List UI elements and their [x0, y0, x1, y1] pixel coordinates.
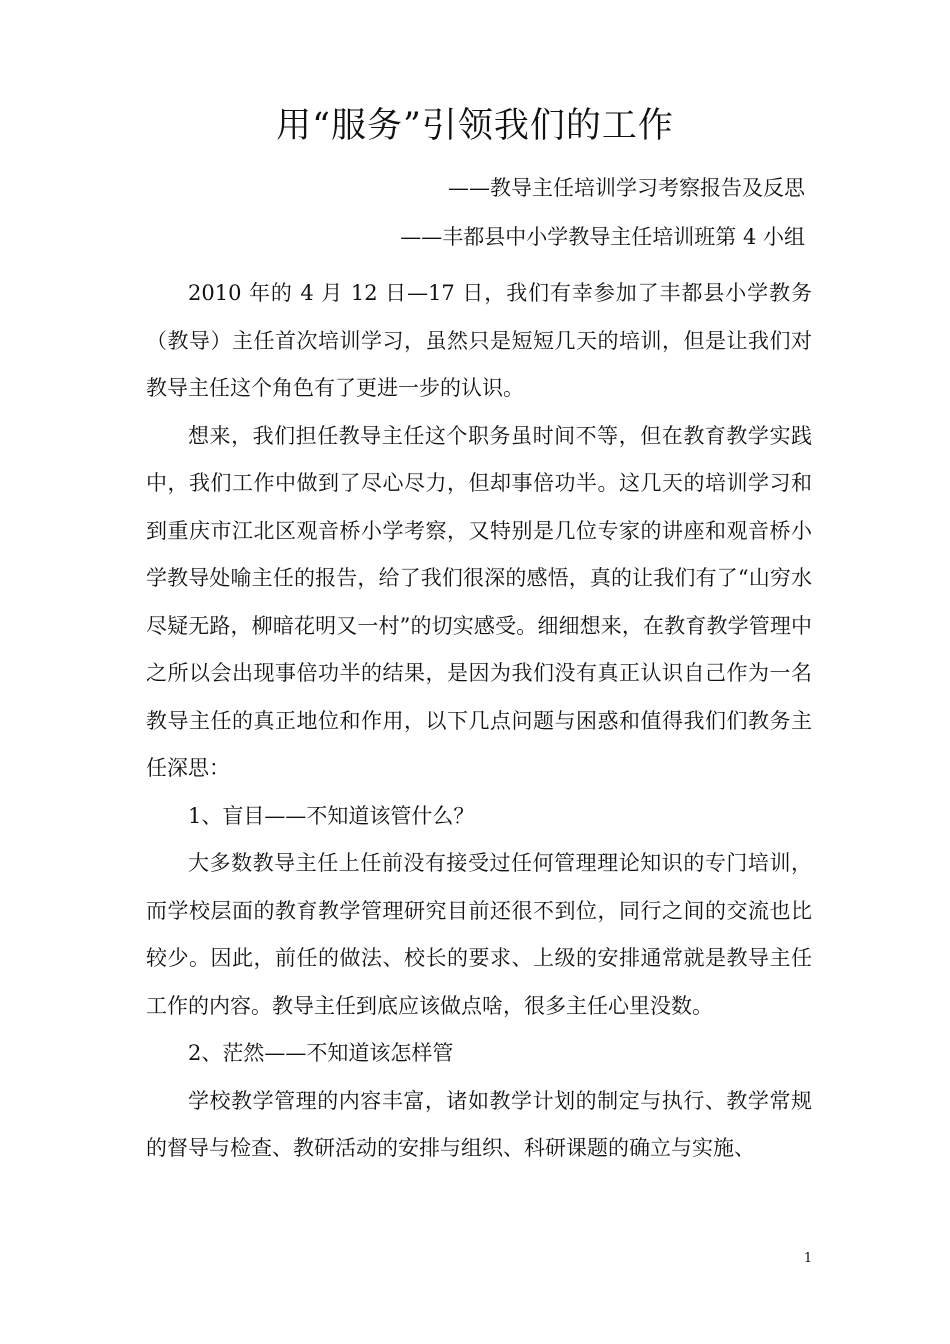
paragraph-section-2: 学校教学管理的内容丰富，诸如教学计划的制定与执行、教学常规的督导与检查、教研活动的安排与组织、科研课题的确立与实施、 [146, 1088, 812, 1160]
page-number: 1 [803, 1251, 813, 1266]
document-subtitle-report: ——教导主任培训学习考察报告及反思 [448, 176, 805, 200]
document-subtitle-group: ——丰都县中小学教导主任培训班第 4 小组 [400, 225, 805, 249]
paragraph-intro: 2010 年的 4 月 12 日—17 日，我们有幸参加了丰都县小学教务（教导）主任首次培训学习，虽然只是短短几天的培训，但是让我们对教导主任这个角色有了更进一步的认识。 [146, 281, 812, 400]
document-title: 用“服务”引领我们的工作 [276, 106, 674, 146]
document-body [146, 270, 812, 1173]
section-heading-1: 1、盲目——不知道该管什么？ [188, 803, 475, 828]
paragraph-reflection: 想来，我们担任教导主任这个职务虽时间不等，但在教育教学实践中，我们工作中做到了尽心尽力，但却事倍功半。这几天的培训学习和到重庆市江北区观音桥小学考察，又特别是几位专家的讲座和观音桥小学教导处喻主任的报告，给了我们很深的感悟，真的让我们有了“山穷水尽疑无路，柳暗花明又一村”的切实感受。细细想来，在教育教学管理中之所以会出现事倍功半的结果，是因为我们没有真正认识自己作为一名教导主任的真正地位和作用，以下几点问题与困惑和值得我们们教务主任深思： [146, 423, 812, 780]
paragraph-section-1: 大多数教导主任上任前没有接受过任何管理理论知识的专门培训，而学校层面的教育教学管理研究目前还很不到位，同行之间的交流也比较少。因此，前任的做法、校长的要求、上级的安排通常就是教导主任工作的内容。教导主任到底应该做点啥，很多主任心里没数。 [146, 851, 812, 1018]
section-heading-2: 2、茫然——不知道该怎样管 [188, 1041, 454, 1065]
